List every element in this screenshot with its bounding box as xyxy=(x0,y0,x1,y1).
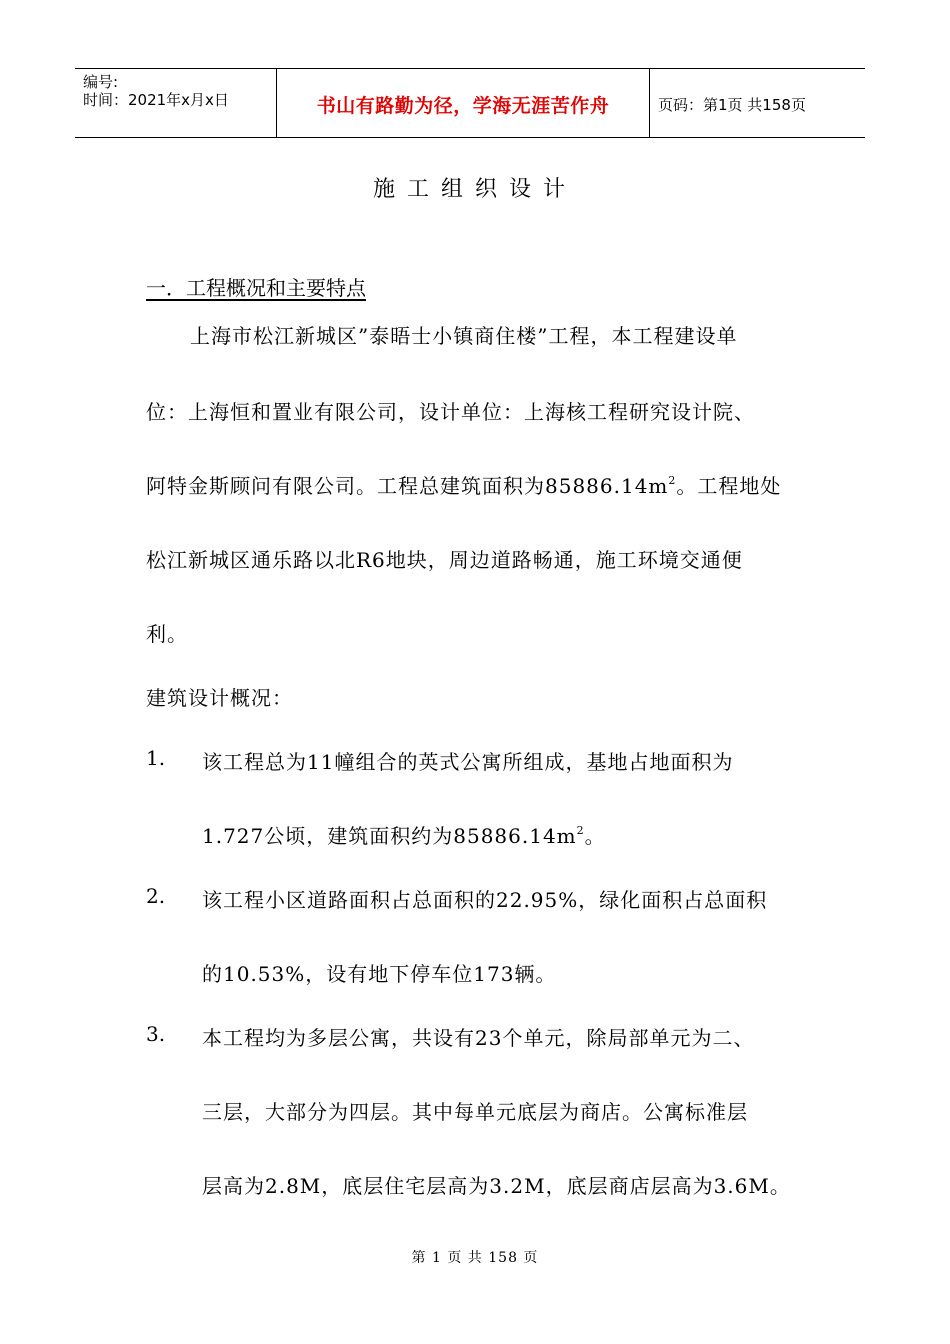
document-title: 施工组织设计 xyxy=(372,177,577,202)
sub-heading: 建筑设计概况： xyxy=(146,686,293,710)
page-footer: 第 1 页 共 158 页 xyxy=(411,1250,539,1266)
intro-line-4: 松江新城区通乐路以北R6地块，周边道路畅通，施工环境交通便 xyxy=(146,548,743,572)
list-item-line: 该工程总为11幢组合的英式公寓所组成，基地占地面积为 xyxy=(202,750,734,774)
document-time-label: 时间：2021年x月x日 xyxy=(83,91,229,109)
intro-line-1: 上海市松江新城区”泰晤士小镇商住楼”工程，本工程建设单 xyxy=(190,324,738,348)
document-header xyxy=(75,68,865,138)
list-item-number: 3. xyxy=(146,1022,166,1046)
list-item-line: 本工程均为多层公寓，共设有23个单元，除局部单元为二、 xyxy=(202,1026,755,1050)
header-info-cell xyxy=(75,69,277,137)
list-item-line: 1.727公顷，建筑面积约为$85886.14m^2$。 xyxy=(202,824,606,848)
header-page-code: 页码：第1页 共158页 xyxy=(658,96,806,114)
section-heading: 一．工程概况和主要特点 xyxy=(146,276,366,300)
header-motto-cell xyxy=(277,69,650,137)
list-item-number: 1. xyxy=(146,746,166,770)
list-item-number: 2. xyxy=(146,884,166,908)
document-number-label: 编号: xyxy=(83,73,119,91)
list-item-line: 的10.53%，设有地下停车位173辆。 xyxy=(202,962,557,986)
intro-line-5: 利。 xyxy=(146,622,188,646)
list-item-line: 层高为2.8M，底层住宅层高为3.2M，底层商店层高为3.6M。 xyxy=(202,1174,791,1198)
list-item-line: 三层，大部分为四层。其中每单元底层为商店。公寓标准层 xyxy=(202,1100,748,1124)
list-item-line: 该工程小区道路面积占总面积的22.95%，绿化面积占总面积 xyxy=(202,888,768,912)
superscript: 2 xyxy=(668,474,677,487)
header-motto: 书山有路勤为径，学海无涯苦作舟 xyxy=(316,95,610,117)
intro-line-2: 位：上海恒和置业有限公司，设计单位：上海核工程研究设计院、 xyxy=(146,400,755,424)
header-page-cell xyxy=(650,69,865,137)
intro-line-3: 阿特金斯顾问有限公司。工程总建筑面积为$85886.14m^2$。工程地处 xyxy=(146,474,782,498)
